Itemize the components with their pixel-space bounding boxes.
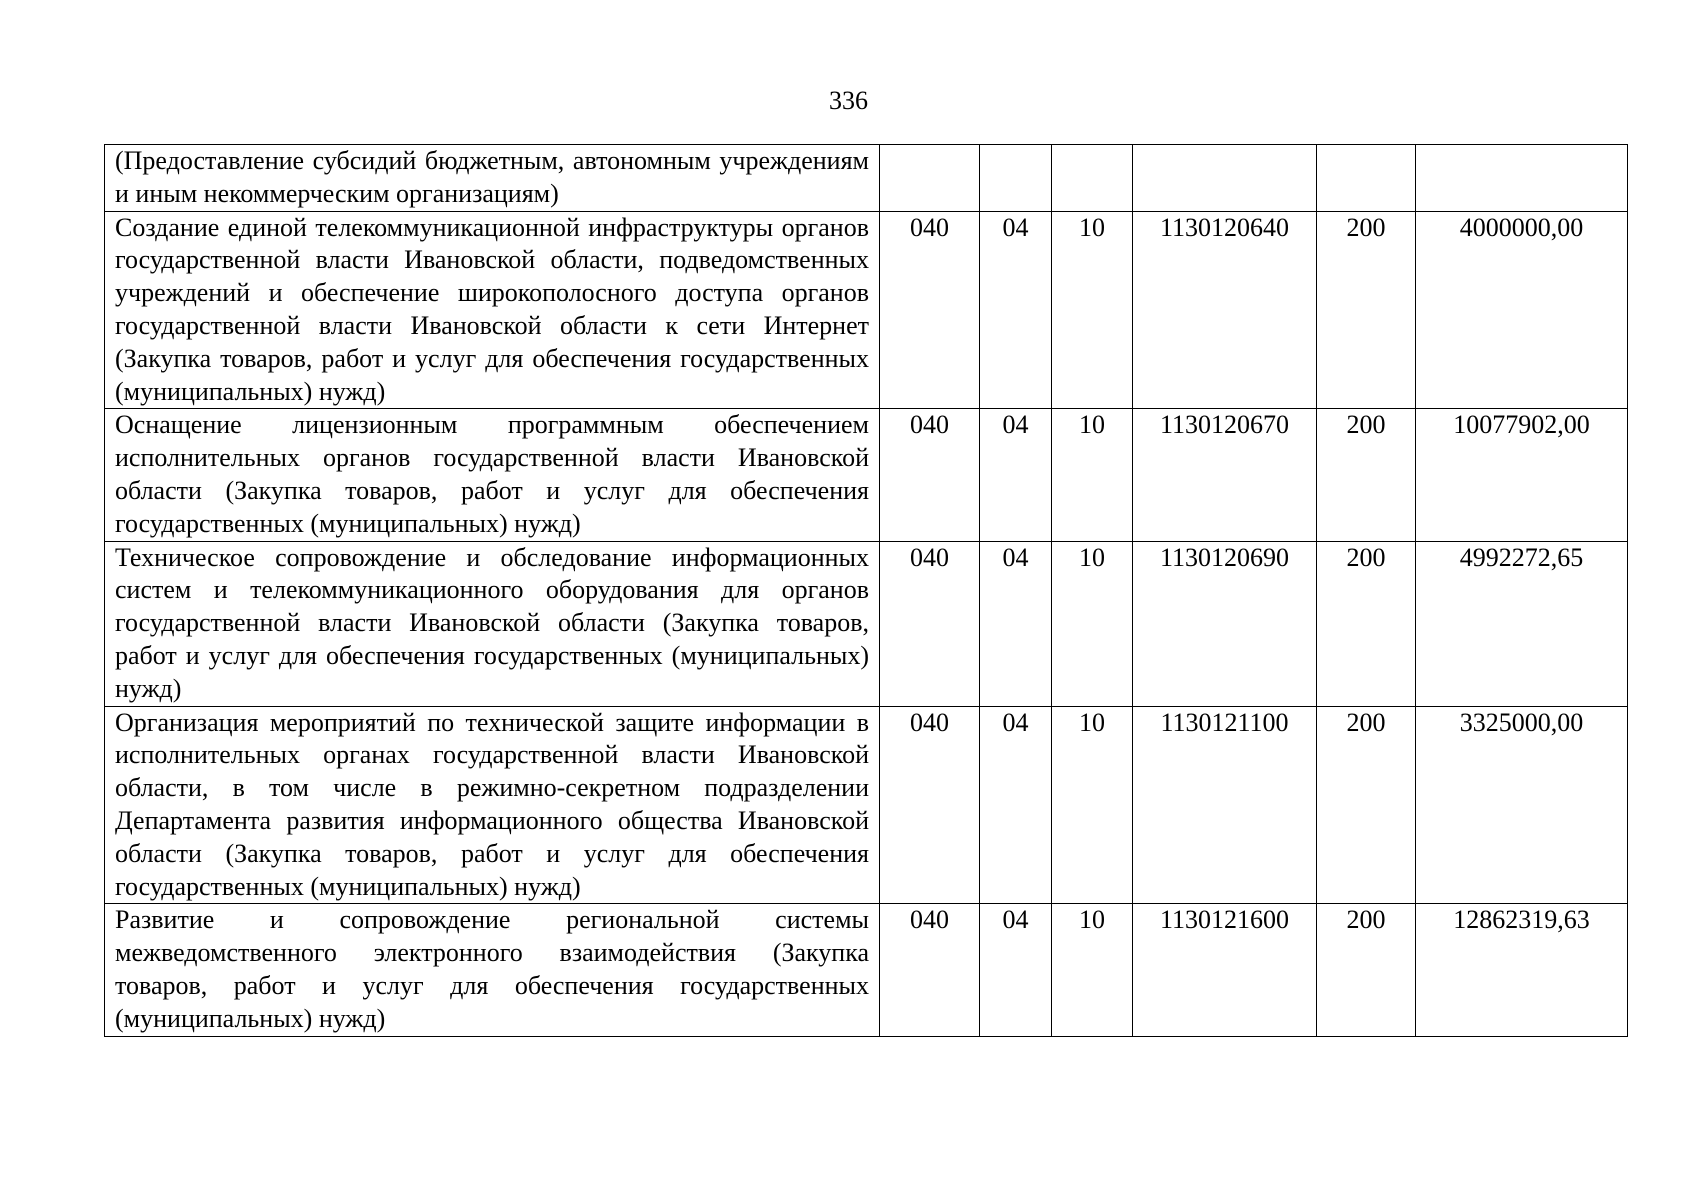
ministry-code: 040 [880,706,980,904]
amount: 3325000,00 [1416,706,1628,904]
section-code: 04 [980,541,1052,706]
subsection-code: 10 [1052,904,1133,1036]
row-description: (Предоставление субсидий бюджетным, автономным учреждениям и иным некоммерческим организациям) [105,145,880,212]
table-row [105,541,1628,706]
section-code: 04 [980,211,1052,409]
expense-type-code: 200 [1317,211,1416,409]
subsection-code: 10 [1052,706,1133,904]
ministry-code: 040 [880,541,980,706]
amount: 12862319,63 [1416,904,1628,1036]
target-article-code: 1130120640 [1133,211,1317,409]
row-description: Техническое сопровождение и обследование информационных систем и телекоммуникационного оборудования для органов государственной власти Ивановской области (Закупка товаров, работ и услуг для обеспечения государственных (муниципальных) нужд) [105,541,880,706]
row-description: Создание единой телекоммуникационной инфраструктуры органов государственной власти Ивановской области, подведомственных учреждений и обеспечение широкополосного доступа органов государственной власти Ивановской области к сети Интернет (Закупка товаров, работ и услуг для обеспечения государственных (муниципальных) нужд) [105,211,880,409]
target-article-code [1133,145,1317,212]
ministry-code [880,145,980,212]
expense-type-code [1317,145,1416,212]
target-article-code: 1130121100 [1133,706,1317,904]
table-row [105,211,1628,409]
amount: 4992272,65 [1416,541,1628,706]
table-row [105,409,1628,541]
row-description: Развитие и сопровождение региональной системы межведомственного электронного взаимодействия (Закупка товаров, работ и услуг для обеспечения государственных (муниципальных) нужд) [105,904,880,1036]
section-code [980,145,1052,212]
table-row [105,145,1628,212]
expense-type-code: 200 [1317,541,1416,706]
row-description: Организация мероприятий по технической защите информации в исполнительных органах государственной власти Ивановской области, в том числе в режимно-секретном подразделении Департамента развития информационного общества Ивановской области (Закупка товаров, работ и услуг для обеспечения государственных (муниципальных) нужд) [105,706,880,904]
amount: 4000000,00 [1416,211,1628,409]
section-code: 04 [980,904,1052,1036]
ministry-code: 040 [880,409,980,541]
target-article-code: 1130120670 [1133,409,1317,541]
target-article-code: 1130120690 [1133,541,1317,706]
amount: 10077902,00 [1416,409,1628,541]
amount [1416,145,1628,212]
table-row [105,904,1628,1036]
expense-type-code: 200 [1317,904,1416,1036]
row-description: Оснащение лицензионным программным обеспечением исполнительных органов государственной власти Ивановской области (Закупка товаров, работ и услуг для обеспечения государственных (муниципальных) нужд) [105,409,880,541]
target-article-code: 1130121600 [1133,904,1317,1036]
section-code: 04 [980,706,1052,904]
subsection-code: 10 [1052,211,1133,409]
subsection-code [1052,145,1133,212]
ministry-code: 040 [880,211,980,409]
subsection-code: 10 [1052,409,1133,541]
page-number: 336 [829,86,868,115]
budget-table [104,144,1628,1037]
subsection-code: 10 [1052,541,1133,706]
section-code: 04 [980,409,1052,541]
expense-type-code: 200 [1317,409,1416,541]
table-row [105,706,1628,904]
ministry-code: 040 [880,904,980,1036]
expense-type-code: 200 [1317,706,1416,904]
